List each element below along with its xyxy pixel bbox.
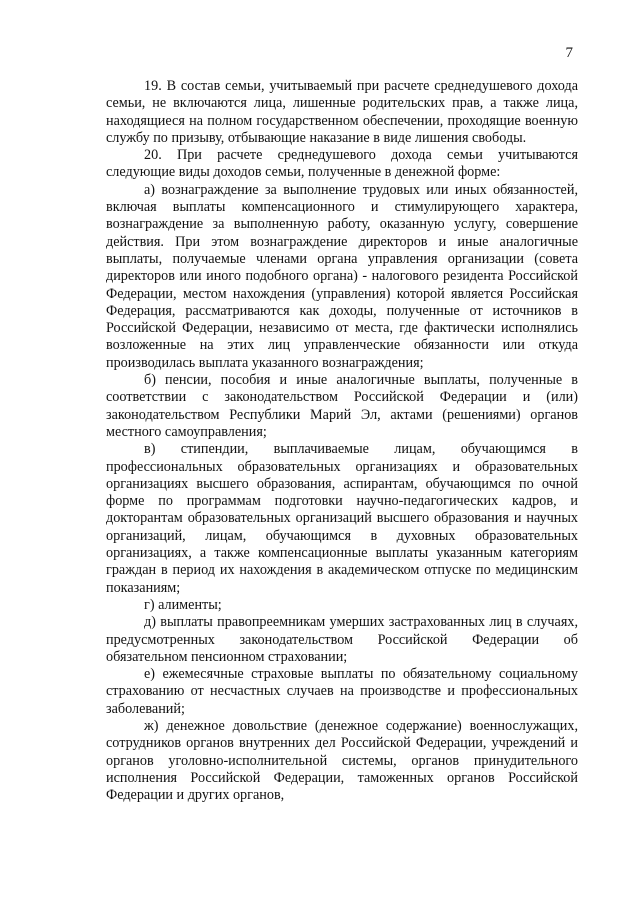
list-item-zh: ж) денежное довольствие (денежное содержание) военнослужащих, сотрудников органов внутренних дел Российской Федерации, учреждений и органов уголовно-исполнительной системы, органов принудительного исполнения Российской Федерации, таможенных органов Российской Федерации и других органов,	[106, 717, 578, 804]
list-item-v: в) стипендии, выплачиваемые лицам, обучающимся в профессиональных образовательных организациях и образовательных организациях высшего образования, аспирантам, обучающимся по очной форме по программам подготовки научно-педагогических кадров, и докторантам образовательных организаций высшего образования и научных организаций, лицам, обучающимся в духовных образовательных организациях, а также компенсационные выплаты указанным категориям граждан в период их нахождения в академическом отпуске по медицинским показаниям;	[106, 441, 578, 596]
paragraph-20: 20. При расчете среднедушевого дохода семьи учитываются следующие виды доходов семьи, полученные в денежной форме:	[106, 147, 578, 181]
paragraph-19: 19. В состав семьи, учитываемый при расчете среднедушевого дохода семьи, не включаются лица, лишенные родительских прав, а также лица, находящиеся на полном государственном обеспечении, проходящие военную службу по призыву, отбывающие наказание в виде лишения свободы.	[106, 78, 578, 146]
list-item-e: е) ежемесячные страховые выплаты по обязательному социальному страхованию от несчастных случаев на производстве и профессиональных заболеваний;	[106, 666, 578, 717]
list-item-b: б) пенсии, пособия и иные аналогичные выплаты, полученные в соответствии с законодательством Российской Федерации и (или) законодательством Республики Марий Эл, актами (решениями) органов местного самоуправления;	[106, 372, 578, 440]
list-item-g: г) алименты;	[144, 596, 222, 613]
document-body	[106, 78, 578, 804]
page-number: 7	[565, 45, 573, 61]
list-item-a: а) вознаграждение за выполнение трудовых или иных обязанностей, включая выплаты компенсационного и стимулирующего характера, вознаграждение за выполненную работу, оказанную услугу, совершение действия. При этом вознаграждение директоров и иные аналогичные выплаты, получаемые членами органа управления организации (совета директоров или иного подобного органа) - налогового резидента Российской Федерации, местом нахождения (управления) которой является Российская Федерация, рассматриваются как доходы, полученные от источников в Российской Федерации, независимо от места, где фактически исполнялись возложенные на этих лиц управленческие обязанности или откуда производилась выплата указанного вознаграждения;	[106, 181, 578, 371]
list-item-d: д) выплаты правопреемникам умерших застрахованных лиц в случаях, предусмотренных законодательством Российской Федерации об обязательном пенсионном страховании;	[106, 614, 578, 665]
